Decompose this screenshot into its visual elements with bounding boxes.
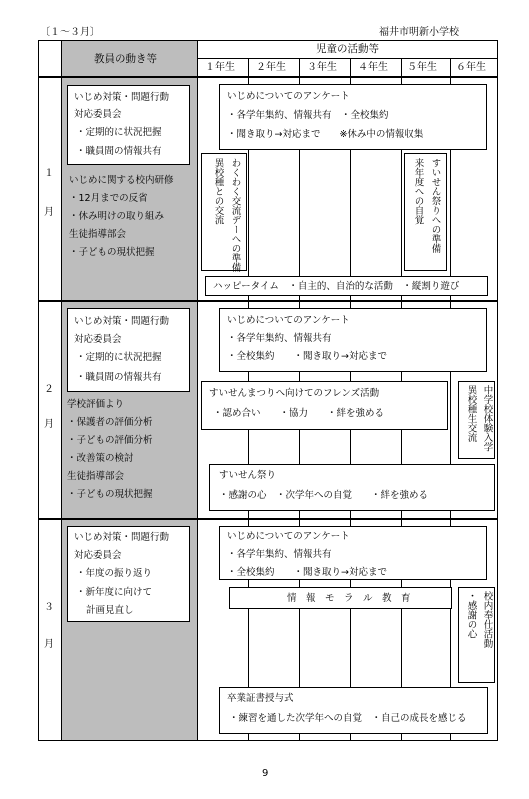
jan-grade5-text: 来年度への自覚 — [412, 158, 424, 225]
mar-survey-title: いじめについてのアンケート — [227, 531, 350, 542]
grade-6-header: ６年生 — [456, 62, 486, 73]
feb-survey-title: いじめについてのアンケート — [227, 315, 350, 326]
jan-teacher-box-line: いじめ対策・問題行動 — [74, 92, 170, 103]
mar-teacher-box-line: ・新年度に向けて — [76, 587, 153, 598]
mar-teacher-box-line: 対応委員会 — [74, 550, 122, 561]
feb-grade6-text: 異校種生交流 — [465, 385, 477, 442]
feb-teacher-box-line: 対応委員会 — [74, 334, 122, 345]
school-name: 福井市明新小学校 — [379, 27, 459, 38]
feb-friends-line: ・認め合い ・協力 ・絆を強める — [213, 408, 385, 419]
feb-teacher-item: 生徒指導部会 — [67, 471, 125, 482]
jan-month-number: １ — [44, 168, 54, 179]
jan-grade5-text: すいせん祭りへの準備 — [429, 158, 441, 253]
jan-grade1-text: わくわく交流デーへの準備 — [229, 158, 241, 272]
jan-teacher-item: いじめに関する校内研修 — [69, 175, 174, 186]
feb-month-unit: 月 — [44, 419, 54, 430]
grade-4-header: ４年生 — [358, 62, 388, 73]
jan-happy-time-text: ハッピータイム ・自主的、自治的な活動 ・縦割り遊び — [213, 281, 460, 292]
mar-info-moral-text: 情 報 モ ラ ル 教 育 — [287, 593, 411, 604]
feb-teacher-item: ・子どもの現状把握 — [67, 489, 153, 500]
feb-teacher-box-line: ・職員間の情報共有 — [76, 372, 162, 383]
jan-survey-line: ・各学年集約、情報共有 ・全校集約 — [227, 110, 389, 121]
feb-teacher-box-line: いじめ対策・問題行動 — [74, 316, 170, 327]
mar-teacher-box-line: ・年度の振り返り — [76, 568, 153, 579]
jan-teacher-item: ・休み明けの取り組み — [69, 211, 165, 222]
feb-grade6-text: 中学校体験入学 — [481, 385, 493, 452]
grade-1-header: １年生 — [205, 62, 235, 73]
mar-month-unit: 月 — [44, 639, 54, 650]
feb-month-number: ２ — [44, 384, 54, 395]
jan-teacher-box-line: ・定期的に状況把握 — [76, 127, 162, 138]
mar-graduation-title: 卒業証書授与式 — [227, 693, 294, 704]
jan-teacher-box-line: ・職員間の情報共有 — [76, 146, 162, 157]
grade-3-header: ３年生 — [307, 62, 337, 73]
feb-survey-line: ・全校集約 ・聞き取り→対応まで — [227, 351, 387, 362]
jan-grade1-text: 異校種との交流 — [212, 158, 224, 225]
jan-teacher-box-line: 対応委員会 — [74, 109, 122, 120]
grade-2-header: ２年生 — [256, 62, 286, 73]
feb-teacher-item: ・保護者の評価分析 — [67, 417, 153, 428]
jan-teacher-item: ・12月までの反省 — [69, 193, 148, 204]
feb-teacher-box-line: ・定期的に状況把握 — [76, 352, 162, 363]
jan-teacher-item: 生徒指導部会 — [69, 229, 127, 240]
mar-teacher-box-line: 計画見直し — [86, 605, 134, 616]
mar-survey-line: ・各学年集約、情報共有 — [227, 549, 332, 560]
page-number: 9 — [262, 768, 269, 779]
jan-grade5-prep-box — [404, 153, 447, 271]
jan-survey-line: ・聞き取り→対応まで ※休み中の情報収集 — [227, 129, 424, 140]
feb-survey-line: ・各学年集約、情報共有 — [227, 333, 332, 344]
feb-friends-title: すいせんまつりへ向けてのフレンズ活動 — [209, 388, 380, 399]
feb-teacher-item: 学校評価より — [67, 399, 125, 410]
child-column-header: 児童の活動等 — [316, 43, 379, 55]
mar-survey-line: ・全校集約 ・聞き取り→対応まで — [227, 567, 387, 578]
teacher-column-header: 教員の動き等 — [94, 53, 157, 65]
jan-teacher-item: ・子どもの現状把握 — [69, 247, 155, 258]
mar-grade6-text: 校内奉仕活動 — [481, 591, 493, 648]
mar-teacher-box-line: いじめ対策・問題行動 — [74, 532, 170, 543]
jan-month-unit: 月 — [44, 207, 54, 218]
mar-grade6-text: ・感謝の心 — [465, 591, 477, 639]
jan-grade1-exchange-box — [201, 153, 247, 271]
mar-month-number: ３ — [44, 602, 54, 613]
feb-festival-title: すいせん祭り — [219, 470, 277, 481]
mar-graduation-line: ・練習を通した次学年への自覚 ・自己の成長を感じる — [229, 713, 467, 724]
grade-5-header: ５年生 — [407, 62, 437, 73]
jan-survey-title: いじめについてのアンケート — [227, 91, 350, 102]
feb-teacher-item: ・改善策の検討 — [67, 453, 134, 464]
period-label: 〔１～３月〕 — [40, 27, 100, 38]
feb-festival-line: ・感謝の心 ・次学年への自覚 ・絆を強める — [219, 490, 429, 501]
feb-teacher-item: ・子どもの評価分析 — [67, 435, 153, 446]
